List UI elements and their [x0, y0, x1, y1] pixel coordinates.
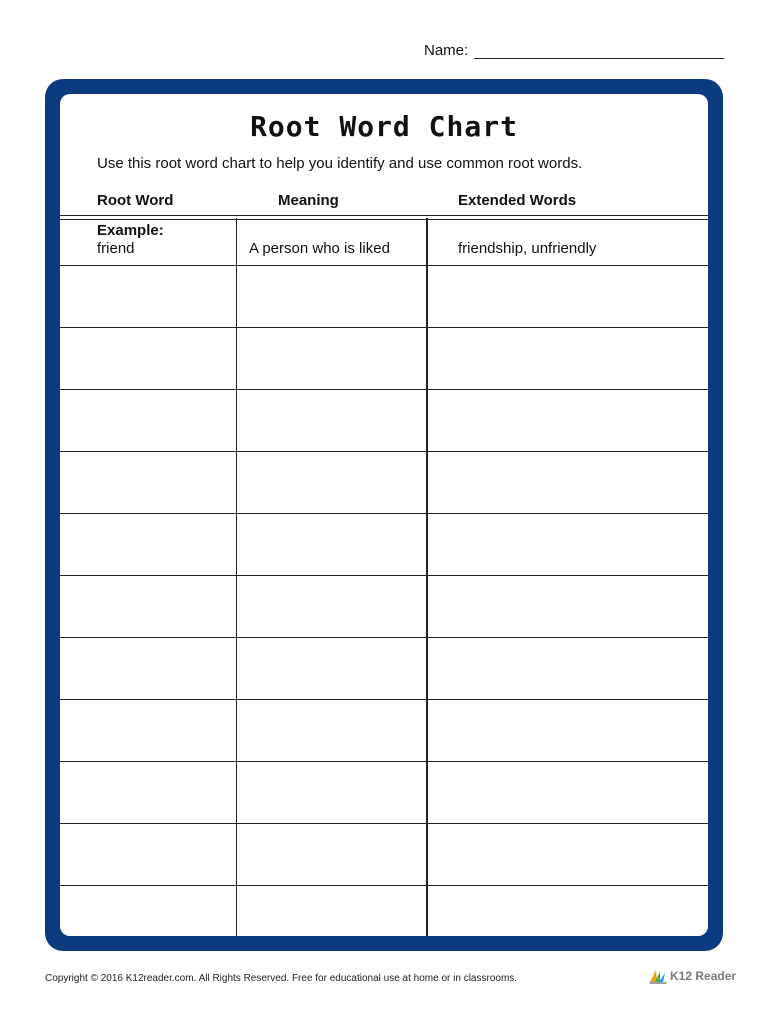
book-leaf-icon [648, 968, 668, 984]
table-row[interactable] [60, 576, 708, 638]
example-label: Example: [97, 222, 164, 239]
table-row[interactable] [60, 328, 708, 390]
table-row[interactable] [60, 700, 708, 762]
name-label: Name: [424, 42, 469, 59]
logo-text: K12 Reader [670, 969, 737, 983]
page-title: Root Word Chart [250, 110, 518, 143]
table-row[interactable] [60, 514, 708, 576]
name-field[interactable] [424, 42, 724, 59]
table-row[interactable] [60, 390, 708, 452]
copyright-notice: Copyright © 2016 K12reader.com. All Rights Reserved. Free for educational use at home or in classrooms. [45, 973, 518, 984]
column-header-meaning: Meaning [278, 192, 339, 209]
example-extended-words: friendship, unfriendly [458, 240, 597, 257]
table-row[interactable] [60, 452, 708, 514]
table-row[interactable] [60, 824, 708, 886]
column-header-extended-words: Extended Words [458, 192, 577, 209]
chart-panel [60, 94, 708, 936]
name-blank-line[interactable] [474, 42, 724, 59]
column-header-root-word: Root Word [97, 192, 174, 209]
table-row[interactable] [60, 266, 708, 328]
instructions: Use this root word chart to help you identify and use common root words. [97, 155, 583, 172]
example-meaning: A person who is liked [249, 240, 390, 257]
k12reader-logo [648, 968, 736, 984]
example-root-word: friend [97, 240, 135, 257]
table-row[interactable] [60, 638, 708, 700]
table-row[interactable] [60, 762, 708, 824]
chart-frame [45, 79, 723, 951]
